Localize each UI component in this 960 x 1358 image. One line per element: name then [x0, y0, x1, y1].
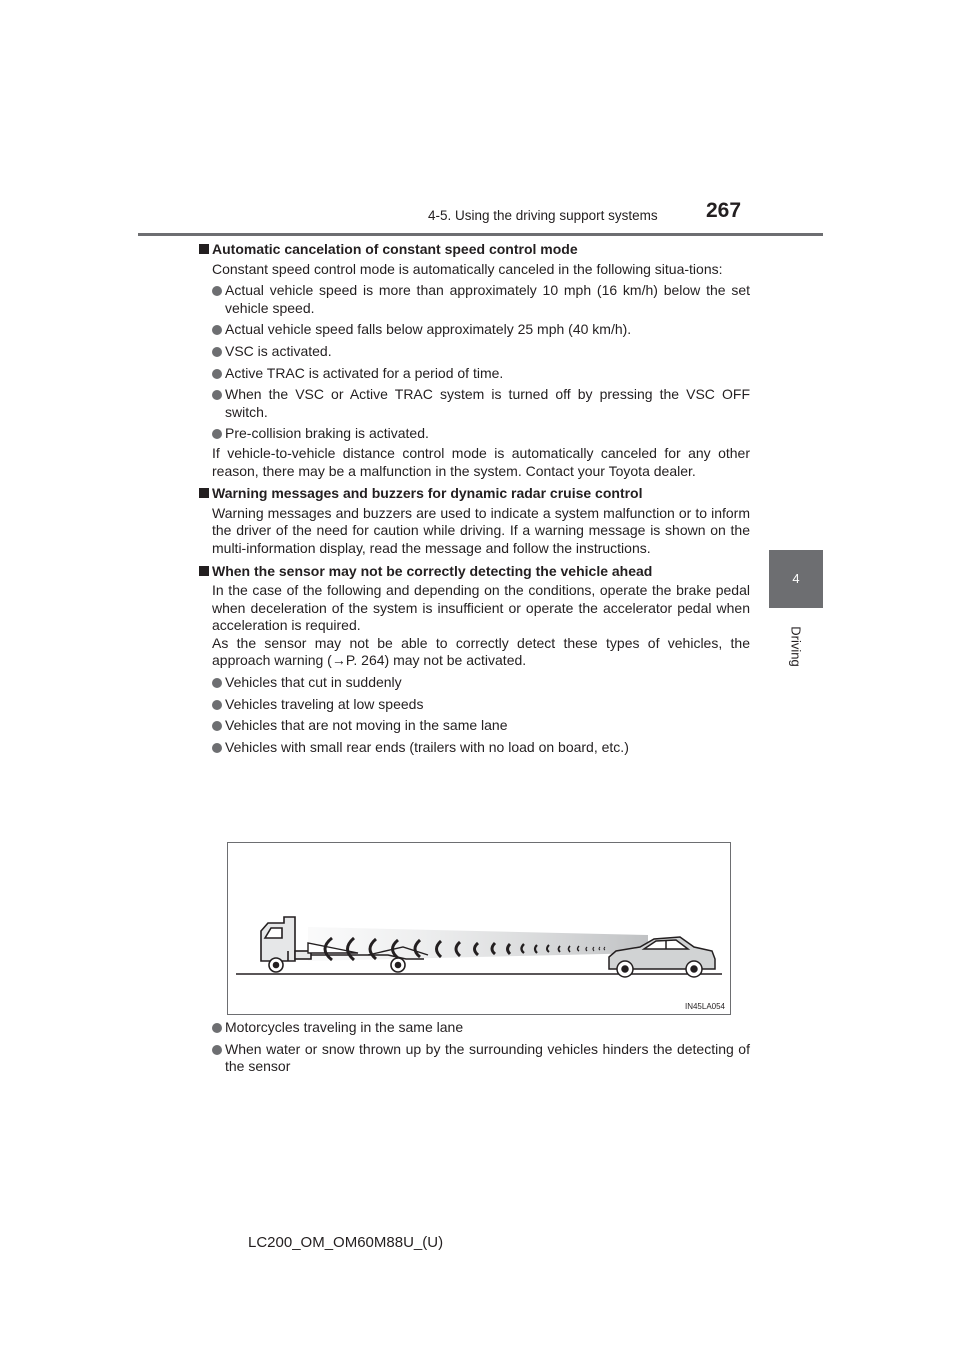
list-item-text: Actual vehicle speed falls below approximately 25 mph (40 km/h). — [225, 321, 632, 338]
bullet-icon — [212, 743, 222, 753]
bullet-icon — [212, 700, 222, 710]
list-item — [212, 1041, 750, 1076]
list-item — [212, 321, 750, 339]
square-bullet-icon — [199, 566, 209, 576]
bullet-icon — [212, 286, 222, 296]
page-reference-link[interactable]: P. 264) may not be activated. — [345, 652, 527, 669]
list-item — [212, 717, 750, 735]
list-item-text: Pre-collision braking is activated. — [225, 425, 429, 442]
list-item — [212, 696, 750, 714]
right-arrow-icon: → — [331, 652, 346, 669]
radar-illustration — [228, 843, 730, 1014]
footer-doc-code: LC200_OM_OM60M88U_(U) — [248, 1234, 444, 1251]
paragraph: Warning messages and buzzers are used to indicate a system malfunction or to inform the driver of the need for caution while driving. If a warning message is shown on the multi-information display, read the message and follow the instructions. — [212, 504, 750, 556]
page-number: 267 — [706, 199, 742, 222]
list-item — [212, 386, 750, 421]
section-heading — [199, 241, 750, 259]
bullet-icon — [212, 347, 222, 357]
header-section-title: 4-5. Using the driving support systems — [428, 208, 658, 223]
bullet-icon — [212, 390, 222, 400]
list-item-text: Actual vehicle speed is more than approximately 10 mph (16 km/h) below the set vehicle speed. — [225, 282, 750, 316]
heading-text: Automatic cancelation of constant speed control mode — [212, 241, 578, 257]
header-rule — [138, 233, 823, 236]
bullet-icon — [212, 429, 222, 439]
list-item-text: VSC is activated. — [225, 342, 332, 359]
paragraph: If vehicle-to-vehicle distance control mode is automatically canceled for any other reason, there may be a malfunction in the system. Contact your Toyota dealer. — [212, 444, 750, 479]
bullet-icon — [212, 325, 222, 335]
list-item-text: Vehicles that cut in suddenly — [225, 674, 402, 691]
paragraph: Constant speed control mode is automatically canceled in the following situa-tions: — [212, 260, 723, 277]
list-item-text: When the VSC or Active TRAC system is turned off by pressing the VSC OFF switch. — [225, 386, 750, 420]
list-item-text: Active TRAC is activated for a period of time. — [225, 364, 504, 381]
main-content — [212, 241, 750, 756]
square-bullet-icon — [199, 244, 209, 254]
list-item-text: Vehicles that are not moving in the same lane — [225, 717, 508, 734]
list-item — [212, 739, 750, 757]
figure-code: IN45LA054 — [684, 1002, 725, 1011]
bullet-icon — [212, 369, 222, 379]
list-item-text: When water or snow thrown up by the surrounding vehicles hinders the detecting of the sensor — [225, 1040, 750, 1075]
chapter-label-text: Driving — [788, 626, 804, 667]
chapter-tab[interactable]: 4 — [769, 550, 823, 608]
list-item-text: Motorcycles traveling in the same lane — [225, 1019, 464, 1035]
bullet-icon — [212, 1023, 222, 1033]
paragraph — [212, 635, 750, 670]
heading-text: When the sensor may not be correctly detecting the vehicle ahead — [212, 562, 653, 579]
list-item — [212, 343, 750, 361]
section-heading — [199, 485, 750, 503]
paragraph-text: As the sensor may not be able to correctly detect these types of vehicles, the approach warning ( — [212, 634, 750, 669]
list-item — [212, 282, 750, 317]
paragraph: In the case of the following and depending on the conditions, operate the brake pedal when deceleration of the system is insufficient or operate the accelerator pedal when acceleration is required. — [212, 582, 750, 634]
list-item — [212, 365, 750, 383]
list-item — [212, 674, 750, 692]
list-item-text: Vehicles with small rear ends (trailers with no load on board, etc.) — [225, 738, 629, 755]
continued-list — [212, 1019, 750, 1076]
chapter-label — [773, 613, 819, 673]
illustration-trailer-and-car — [227, 842, 731, 1015]
list-item — [212, 1019, 750, 1037]
heading-text: Warning messages and buzzers for dynamic radar cruise control — [212, 485, 643, 502]
section-heading — [199, 563, 750, 581]
bullet-icon — [212, 678, 222, 688]
square-bullet-icon — [199, 488, 209, 498]
list-item-text: Vehicles traveling at low speeds — [225, 695, 424, 712]
bullet-icon — [212, 1045, 222, 1055]
list-item — [212, 425, 750, 443]
bullet-icon — [212, 721, 222, 731]
